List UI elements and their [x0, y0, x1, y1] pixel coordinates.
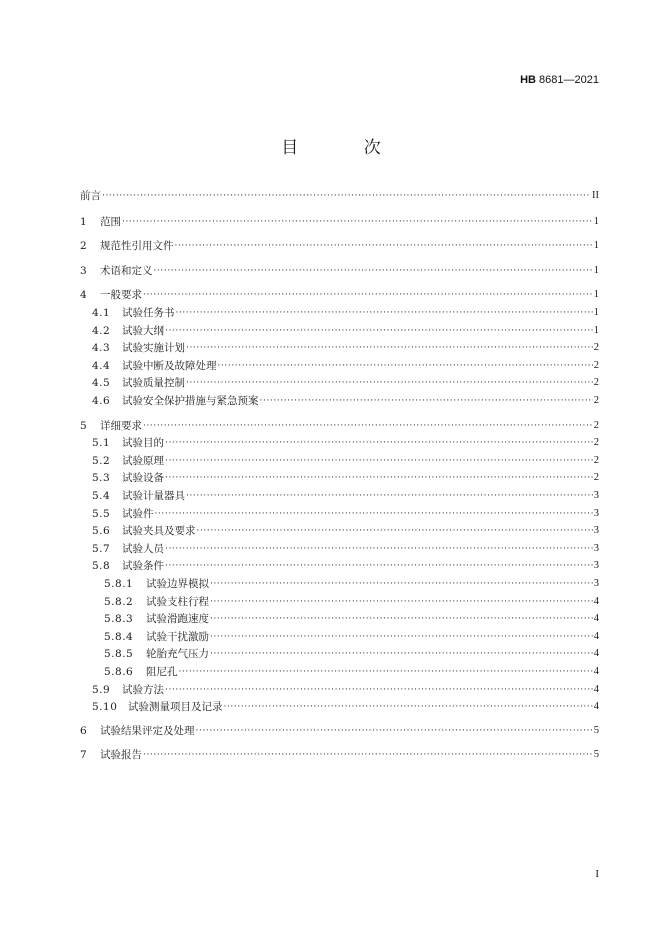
toc-entry[interactable]: [92, 306, 599, 320]
toc-entry-number: 1: [80, 215, 88, 228]
toc-entry[interactable]: [80, 189, 599, 203]
toc-leader-dots: [197, 524, 593, 538]
toc-leader-dots: [165, 559, 593, 573]
toc-leader-dots: [143, 748, 593, 762]
toc-entry[interactable]: [92, 683, 599, 697]
toc-entry[interactable]: [104, 630, 599, 644]
toc-entry[interactable]: [92, 542, 599, 556]
toc-leader-dots: [210, 577, 593, 591]
standard-code: [520, 74, 599, 86]
toc-entry[interactable]: [104, 665, 599, 679]
toc-entry-number: 7: [80, 749, 88, 762]
toc-entry-page: 2: [593, 395, 599, 406]
toc-entry-page: 1: [593, 264, 599, 276]
toc-entry-label: 试验质量控制: [122, 377, 185, 390]
toc-entry-number: 5.4: [92, 490, 111, 502]
toc-entry-label: 试验滑跑速度: [146, 613, 209, 626]
toc-entry-number: 4.6: [92, 395, 111, 407]
toc-entry-label: 阻尼孔: [146, 666, 178, 678]
toc-entry[interactable]: [92, 559, 599, 573]
toc-leader-dots: [155, 507, 593, 521]
toc-entry-page: 3: [593, 507, 599, 519]
toc-entry-label: 试验结果评定及处理: [100, 724, 195, 737]
toc-entry-number: 4: [80, 289, 88, 302]
toc-leader-dots: [165, 542, 593, 556]
toc-entry[interactable]: [92, 376, 599, 390]
toc-entry[interactable]: [92, 394, 599, 408]
toc-entry-page: 3: [593, 490, 599, 501]
toc-entry-number: 4.2: [92, 324, 111, 337]
toc-entry-page: II: [592, 190, 599, 201]
toc-entry-label: 试验方法: [122, 683, 164, 696]
toc-entry-number: 5.9: [92, 683, 111, 696]
toc-entry-number: 5.8.1: [104, 578, 134, 590]
toc-entry-label: 试验支柱行程: [146, 595, 209, 608]
toc-entry-number: 4.3: [92, 342, 111, 355]
toc-entry-page: 3: [593, 560, 599, 572]
toc-entry[interactable]: [92, 524, 599, 538]
toc-entry-label: 试验边界模拟: [146, 578, 209, 590]
toc-entry-label: 试验目的: [122, 437, 164, 450]
toc-leader-dots: [143, 419, 593, 433]
toc-entry[interactable]: [92, 471, 599, 485]
toc-entry-page: 1: [593, 215, 599, 227]
toc-leader-dots: [165, 454, 593, 468]
toc-entry-page: 4: [593, 666, 599, 677]
toc-entry[interactable]: [104, 647, 599, 661]
toc-entry-label: 试验任务书: [122, 307, 175, 319]
toc-entry[interactable]: [104, 612, 599, 626]
toc-entry-label: 试验大纲: [122, 324, 164, 337]
toc-entry-page: 2: [593, 342, 599, 354]
toc-leader-dots: [186, 341, 593, 355]
toc-leader-dots: [196, 724, 593, 738]
toc-entry-label: 术语和定义: [100, 264, 153, 277]
toc-leader-dots: [154, 264, 593, 278]
toc-leader-dots: [165, 471, 593, 485]
toc-entry-label: 一般要求: [100, 289, 142, 302]
toc-entry-label: 试验干扰激励: [146, 630, 209, 643]
toc-entry-page: 1: [593, 289, 599, 301]
toc-leader-dots: [260, 394, 593, 408]
toc-leader-dots: [186, 376, 593, 390]
toc-entry[interactable]: [92, 436, 599, 450]
toc-entry-number: 5.1: [92, 437, 111, 450]
toc-entry[interactable]: [80, 239, 599, 253]
toc-entry-page: 1: [593, 240, 599, 252]
toc-entry[interactable]: [80, 264, 599, 278]
toc-entry-page: 2: [593, 359, 599, 371]
toc-entry-label: 试验安全保护措施与紧急预案: [122, 395, 259, 407]
toc-entry[interactable]: [80, 724, 599, 738]
toc-entry[interactable]: [92, 324, 599, 338]
toc-entry[interactable]: [80, 419, 599, 433]
toc-entry-page: 5: [593, 724, 599, 736]
toc-entry-number: 4.1: [92, 307, 111, 319]
toc-entry-label: 试验件: [122, 507, 154, 520]
toc-entry-number: 6: [80, 724, 88, 737]
toc-entry-label: 试验计量器具: [122, 490, 185, 502]
toc-leader-dots: [179, 665, 593, 679]
toc-entry-number: 5.8.5: [104, 648, 134, 661]
toc-entry-number: 5: [80, 419, 88, 432]
toc-leader-dots: [122, 215, 593, 229]
standard-prefix: HB: [520, 74, 536, 86]
toc-entry-label: 试验夹具及要求: [122, 525, 196, 538]
toc-entry-number: 5.10: [92, 701, 118, 714]
toc-leader-dots: [143, 288, 593, 302]
toc-entry-number: 5.8.3: [104, 613, 134, 626]
toc-entry-label: 前言: [80, 190, 101, 202]
toc-entry[interactable]: [92, 454, 599, 468]
toc-entry-page: 4: [593, 630, 599, 642]
toc-entry-label: 范围: [100, 215, 121, 228]
toc-leader-dots: [218, 359, 593, 373]
toc-entry-number: 5.3: [92, 472, 111, 485]
toc-entry-label: 试验条件: [122, 560, 164, 573]
toc-entry-page: 3: [593, 542, 599, 554]
toc-entry[interactable]: [92, 489, 599, 503]
toc-entry-number: 5.8.6: [104, 666, 134, 678]
toc-entry[interactable]: [92, 700, 599, 714]
toc-entry-number: 3: [80, 264, 88, 277]
toc-entry-page: 5: [593, 749, 599, 761]
toc-entry-page: 4: [593, 595, 599, 607]
toc-entry-page: 2: [593, 437, 599, 449]
toc-entry-page: 2: [593, 377, 599, 389]
toc-entry-label: 试验中断及故障处理: [122, 359, 217, 372]
toc-entry[interactable]: [104, 577, 599, 591]
toc-entry-page: 2: [593, 419, 599, 431]
toc-entry-label: 详细要求: [100, 419, 142, 432]
toc-entry[interactable]: [80, 748, 599, 762]
toc-entry-page: 2: [593, 472, 599, 484]
toc-leader-dots: [165, 436, 593, 450]
toc-entry-page: 4: [593, 701, 599, 713]
page-title: 目 次: [281, 138, 411, 158]
toc-leader-dots: [175, 239, 593, 253]
toc-entry-page: 3: [593, 578, 599, 589]
toc-entry[interactable]: [92, 359, 599, 373]
toc-leader-dots: [186, 489, 593, 503]
toc-entry-number: 5.8.4: [104, 630, 134, 643]
toc-entry-label: 轮胎充气压力: [146, 648, 209, 661]
toc-entry[interactable]: [104, 595, 599, 609]
toc-entry-label: 规范性引用文件: [100, 240, 174, 253]
toc-leader-dots: [165, 683, 593, 697]
toc-entry-page: 2: [593, 454, 599, 466]
toc-entry-page: 1: [593, 324, 599, 336]
toc-entry-number: 5.5: [92, 507, 111, 520]
toc-leader-dots: [210, 595, 593, 609]
toc-leader-dots: [176, 306, 593, 320]
toc-leader-dots: [102, 189, 591, 203]
toc-entry-number: 4.4: [92, 359, 111, 372]
toc-entry-page: 4: [593, 648, 599, 660]
toc-leader-dots: [210, 647, 593, 661]
page-number: I: [595, 868, 599, 880]
toc-entry[interactable]: [80, 288, 599, 302]
toc-entry-number: 5.6: [92, 525, 111, 538]
toc-entry-number: 4.5: [92, 377, 111, 390]
toc-entry-page: 3: [593, 525, 599, 537]
toc-entry-number: 5.8.2: [104, 595, 134, 608]
toc-entry[interactable]: [92, 341, 599, 355]
standard-number: 8681—2021: [539, 74, 599, 86]
toc-entry-number: 2: [80, 240, 88, 253]
toc-entry[interactable]: [92, 507, 599, 521]
toc-entry-label: 试验原理: [122, 454, 164, 467]
toc-entry-page: 4: [593, 613, 599, 625]
toc-entry-label: 试验设备: [122, 472, 164, 485]
toc-entry-label: 试验人员: [122, 542, 164, 555]
toc-entry-number: 5.2: [92, 454, 111, 467]
toc-entry[interactable]: [80, 215, 599, 229]
toc-entry-page: 1: [593, 307, 599, 318]
toc-leader-dots: [165, 324, 593, 338]
toc-entry-label: 试验实施计划: [122, 342, 185, 355]
toc-leader-dots: [224, 700, 593, 714]
toc-leader-dots: [210, 630, 593, 644]
toc-entry-number: 5.7: [92, 542, 111, 555]
toc-entry-label: 试验报告: [100, 749, 142, 762]
toc-entry-label: 试验测量项目及记录: [128, 701, 223, 714]
toc-leader-dots: [210, 612, 593, 626]
toc-entry-page: 4: [593, 683, 599, 695]
toc-entry-number: 5.8: [92, 560, 111, 573]
